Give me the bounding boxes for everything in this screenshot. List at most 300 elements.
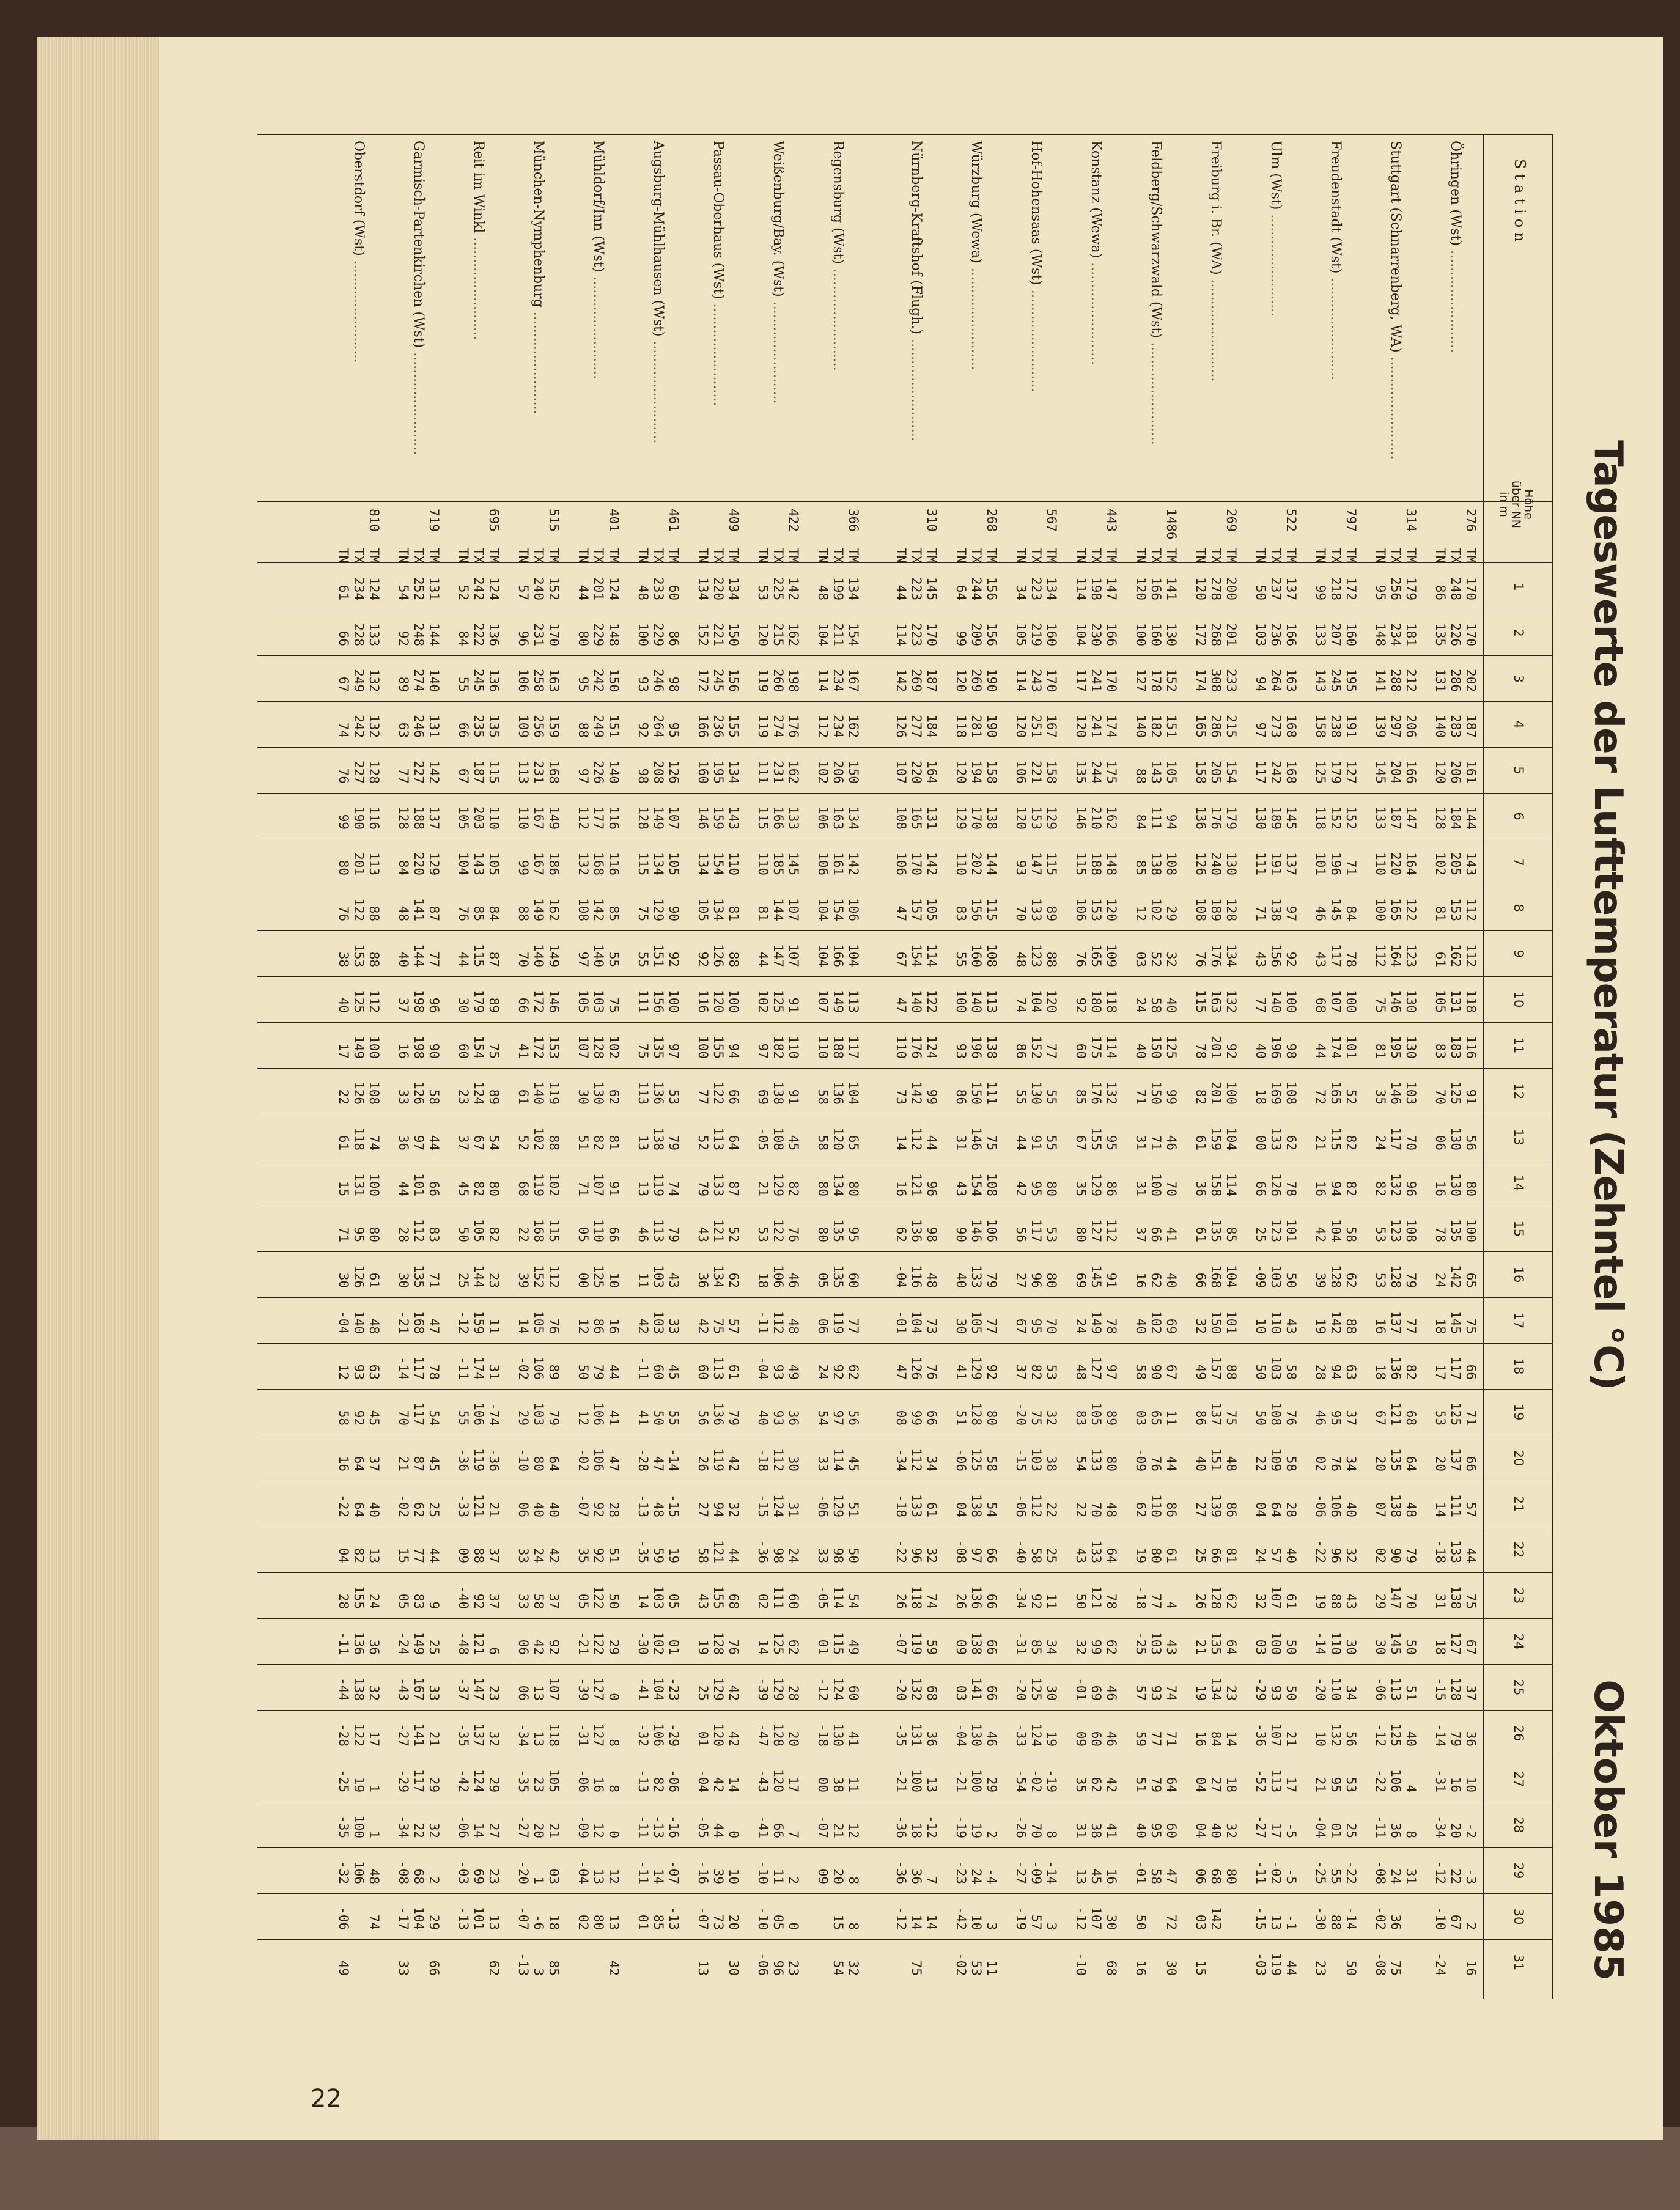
table-cell: 120: [831, 1127, 846, 1151]
table-cell: 120: [1074, 715, 1088, 738]
table-cell: 76: [336, 905, 351, 921]
table-cell: 14: [1433, 1501, 1448, 1517]
table-cell: 27: [1209, 1777, 1223, 1792]
table-cell: 133: [1029, 898, 1044, 921]
table-cell: 32: [487, 1731, 501, 1747]
table-cell: 119: [471, 1448, 486, 1471]
table-cell: 76: [786, 1226, 801, 1242]
table-cell: 35: [576, 1547, 591, 1563]
table-cell: 81: [756, 905, 770, 921]
table-cell: 63: [1344, 1364, 1358, 1380]
table-cell: 156: [984, 577, 999, 600]
table-cell: 32: [1044, 1410, 1059, 1426]
station-name-text: Augsburg-Mühlhausen (Wst): [650, 141, 666, 337]
table-cell: 162: [786, 761, 801, 784]
table-cell: 59: [1133, 1731, 1148, 1747]
table-cell: 103: [651, 1311, 666, 1334]
table-cell: 125: [1448, 1081, 1463, 1105]
table-cell: 24: [531, 1547, 546, 1563]
table-cell: 31: [487, 1364, 501, 1380]
table-cell: 68: [924, 1685, 939, 1701]
table-cell: 32: [924, 1547, 939, 1563]
table-cell: 55: [1044, 1089, 1059, 1105]
table-cell: 1: [531, 1876, 546, 1884]
table-cell: 132: [1104, 1081, 1119, 1105]
table-cell: 12: [336, 1364, 351, 1380]
table-cell: 26: [696, 1456, 710, 1471]
table-cell: 144: [471, 1265, 486, 1288]
table-cell: 36: [696, 1272, 710, 1288]
table-cell: 113: [636, 1081, 650, 1105]
table-cell: -36: [487, 1448, 501, 1471]
table-cell: 219: [1029, 623, 1044, 646]
leader-dots: ........................: [650, 336, 666, 444]
table-cell: 42: [606, 1960, 621, 1976]
table-cell: 166: [771, 806, 786, 830]
table-cell: -06: [816, 1494, 830, 1517]
table-cell: 137: [471, 1723, 486, 1747]
day-number-header: 25: [1511, 1679, 1526, 1696]
table-cell: 33: [396, 1089, 411, 1105]
table-cell: 106: [1388, 1769, 1403, 1792]
table-cell: -3: [1464, 1868, 1478, 1884]
row-type: TX: [1209, 548, 1223, 564]
table-cell: 50: [651, 1410, 666, 1426]
table-cell: 32: [1344, 1547, 1358, 1563]
table-cell: 196: [969, 1036, 984, 1059]
table-cell: 21: [1313, 1777, 1328, 1792]
table-cell: 32: [1193, 1318, 1208, 1334]
table-cell: 149: [547, 806, 561, 830]
table-cell: 62: [606, 1089, 621, 1105]
table-cell: 32: [1224, 1822, 1239, 1838]
table-cell: 44: [576, 584, 591, 600]
table-cell: 196: [1328, 852, 1343, 875]
table-cell: 57: [1029, 1914, 1044, 1930]
table-cell: 162: [1448, 944, 1463, 967]
table-cell: 58: [1344, 1226, 1358, 1242]
table-cell: 137: [1209, 1402, 1223, 1426]
table-cell: 05: [816, 1272, 830, 1288]
table-cell: 57: [726, 1318, 741, 1334]
table-cell: -22: [336, 1494, 351, 1517]
table-cell: 117: [1328, 944, 1343, 967]
table-cell: 19: [1193, 1685, 1208, 1701]
table-cell: 140: [531, 1081, 546, 1105]
table-cell: 146: [547, 990, 561, 1013]
table-cell: 102: [1149, 1311, 1163, 1334]
station-group: [635, 134, 681, 1999]
table-cell: 117: [411, 1769, 426, 1792]
table-cell: 22: [1074, 1501, 1088, 1517]
table-cell: 01: [696, 1731, 710, 1747]
table-cell: 104: [846, 944, 861, 967]
table-cell: 88: [471, 1547, 486, 1563]
table-cell: 17: [786, 1777, 801, 1792]
table-cell: -28: [636, 1448, 650, 1471]
table-cell: -12: [816, 1678, 830, 1701]
row-type: TM: [606, 548, 621, 564]
table-cell: 66: [1193, 1272, 1208, 1288]
row-type: TM: [547, 548, 561, 564]
table-cell: 04: [336, 1547, 351, 1563]
table-cell: 82: [1029, 1364, 1044, 1380]
table-cell: 88: [1328, 1914, 1343, 1930]
table-cell: 117: [1388, 1127, 1403, 1151]
table-cell: 119: [651, 1173, 666, 1196]
day-number-header: 7: [1511, 858, 1526, 866]
table-cell: 07: [1373, 1501, 1388, 1517]
table-cell: 55: [606, 951, 621, 967]
table-cell: 41: [516, 1043, 531, 1059]
table-cell: -41: [636, 1678, 650, 1701]
table-cell: 160: [1044, 623, 1059, 646]
table-cell: 159: [711, 806, 726, 830]
table-cell: -06: [756, 1953, 770, 1976]
table-cell: 246: [411, 715, 426, 738]
table-cell: 201: [591, 577, 606, 600]
table-cell: 40: [1193, 1456, 1208, 1471]
table-cell: 40: [1133, 1318, 1148, 1334]
table-cell: 166: [1404, 761, 1418, 784]
table-cell: -04: [756, 1357, 770, 1380]
table-cell: 142: [909, 1081, 924, 1105]
table-cell: -03: [1253, 1953, 1268, 1976]
table-cell: 138: [969, 1494, 984, 1517]
station-name-text: Reit im Winkl: [471, 141, 486, 234]
row-type: TM: [924, 548, 939, 564]
table-cell: 120: [1044, 990, 1059, 1013]
table-cell: 165: [1328, 1081, 1343, 1105]
table-cell: 13: [636, 1181, 650, 1196]
row-type: TN: [1193, 548, 1208, 564]
row-type: TX: [352, 548, 366, 564]
table-cell: 79: [726, 1410, 741, 1426]
table-cell: 00: [576, 1272, 591, 1288]
table-cell: 119: [711, 1448, 726, 1471]
table-cell: 30: [396, 1272, 411, 1288]
table-cell: 182: [771, 1036, 786, 1059]
table-cell: 10: [726, 1868, 741, 1884]
table-cell: 92: [696, 951, 710, 967]
table-cell: 154: [909, 944, 924, 967]
table-cell: 103: [651, 1586, 666, 1609]
table-cell: 211: [831, 623, 846, 646]
table-cell: 96: [427, 997, 441, 1013]
table-cell: 139: [1373, 715, 1388, 738]
table-cell: 129: [954, 806, 968, 830]
table-cell: 199: [831, 577, 846, 600]
table-cell: 110: [1328, 1632, 1343, 1655]
table-cell: 63: [396, 722, 411, 738]
table-row: [471, 134, 486, 1999]
table-row: [546, 134, 561, 1999]
table-cell: 71: [1149, 1135, 1163, 1151]
table-cell: 127: [1448, 1632, 1463, 1655]
table-cell: 149: [352, 1036, 366, 1059]
day-number-header: 21: [1511, 1495, 1526, 1512]
table-cell: 23: [531, 1777, 546, 1792]
table-cell: 152: [1328, 806, 1343, 830]
table-cell: 61: [726, 1364, 741, 1380]
table-cell: 66: [984, 1593, 999, 1609]
table-cell: 144: [411, 944, 426, 967]
table-cell: 107: [547, 1678, 561, 1701]
table-cell: 133: [711, 1173, 726, 1196]
table-cell: 168: [591, 852, 606, 875]
table-cell: 95: [1029, 1318, 1044, 1334]
table-cell: 77: [1044, 1043, 1059, 1059]
table-cell: 138: [984, 806, 999, 830]
table-cell: 149: [831, 990, 846, 1013]
table-cell: 46: [636, 1226, 650, 1242]
table-cell: 66: [771, 1822, 786, 1838]
table-cell: 50: [1284, 1639, 1299, 1655]
table-cell: 141: [1373, 669, 1388, 692]
table-cell: 119: [531, 1173, 546, 1196]
table-cell: 97: [1104, 1364, 1119, 1380]
table-cell: 0: [786, 1922, 801, 1930]
day-number-header: 6: [1511, 812, 1526, 820]
table-cell: 69: [471, 1868, 486, 1884]
table-cell: 53: [1044, 1364, 1059, 1380]
table-cell: 36: [367, 1639, 381, 1655]
table-cell: 231: [531, 623, 546, 646]
station-group: [755, 134, 801, 1999]
table-cell: 21: [1193, 1639, 1208, 1655]
table-cell: 113: [516, 761, 531, 784]
table-cell: 106: [894, 852, 908, 875]
table-cell: 11: [984, 1960, 999, 1976]
table-cell: 133: [367, 623, 381, 646]
table-cell: -01: [1133, 1861, 1148, 1884]
table-cell: -16: [696, 1861, 710, 1884]
table-cell: 28: [1284, 1501, 1299, 1517]
table-cell: 108: [367, 1081, 381, 1105]
table-cell: 50: [1074, 1593, 1088, 1609]
table-cell: 13: [1269, 1914, 1283, 1930]
table-cell: 24: [1433, 1272, 1448, 1288]
table-cell: 03: [1193, 1914, 1208, 1930]
table-cell: -01: [1074, 1678, 1088, 1701]
table-cell: 138: [1388, 1494, 1403, 1517]
table-cell: 107: [786, 898, 801, 921]
row-type: TN: [516, 548, 531, 564]
table-cell: 80: [816, 1181, 830, 1196]
table-cell: 106: [816, 806, 830, 830]
day-number-header: 11: [1511, 1037, 1526, 1054]
table-cell: 65: [846, 1135, 861, 1151]
table-cell: 92: [547, 1639, 561, 1655]
table-cell: 70: [1014, 905, 1028, 921]
table-cell: 65: [1464, 1272, 1478, 1288]
table-cell: 116: [606, 852, 621, 875]
table-cell: 121: [1388, 1402, 1403, 1426]
table-cell: 27: [1193, 1501, 1208, 1517]
table-cell: 269: [969, 669, 984, 692]
table-cell: 01: [816, 1639, 830, 1655]
table-cell: 14: [636, 1593, 650, 1609]
table-cell: 126: [1269, 1173, 1283, 1196]
table-cell: 90: [1388, 1547, 1403, 1563]
table-cell: 166: [831, 944, 846, 967]
table-cell: -14: [1044, 1861, 1059, 1884]
table-cell: 40: [367, 1501, 381, 1517]
table-cell: 100: [1149, 1173, 1163, 1196]
table-cell: 114: [831, 1448, 846, 1471]
table-cell: -34: [516, 1723, 531, 1747]
leader-dots: ........................: [531, 307, 546, 414]
table-cell: 50: [1404, 1639, 1418, 1655]
table-cell: 112: [1029, 1494, 1044, 1517]
table-cell: 115: [1044, 852, 1059, 875]
table-cell: 88: [547, 1135, 561, 1151]
table-cell: 68: [516, 1181, 531, 1196]
leader-dots: ........................: [1388, 352, 1403, 460]
table-cell: 62: [846, 1364, 861, 1380]
table-cell: 58: [531, 1593, 546, 1609]
station-height: 443: [1104, 509, 1119, 532]
day-number-header: 28: [1511, 1816, 1526, 1833]
table-row: [575, 134, 591, 1999]
table-cell: 207: [1328, 623, 1343, 646]
table-cell: 69: [1089, 1685, 1103, 1701]
table-cell: 85: [1074, 1089, 1088, 1105]
table-cell: 19: [1313, 1593, 1328, 1609]
table-cell: 131: [924, 806, 939, 830]
table-cell: 264: [651, 715, 666, 738]
table-cell: 23: [487, 1685, 501, 1701]
table-cell: 87: [411, 1456, 426, 1471]
table-cell: 13: [531, 1685, 546, 1701]
table-cell: 201: [1209, 1081, 1223, 1105]
table-cell: 2: [786, 1876, 801, 1884]
table-cell: 16: [894, 1181, 908, 1196]
table-cell: 17: [1433, 1364, 1448, 1380]
table-cell: 104: [456, 852, 471, 875]
table-cell: 154: [969, 1173, 984, 1196]
table-cell: 134: [846, 806, 861, 830]
table-cell: 112: [411, 1219, 426, 1242]
table-cell: 24: [1388, 1868, 1403, 1884]
table-cell: 58: [816, 1135, 830, 1151]
row-type: TN: [816, 548, 830, 564]
table-cell: 157: [909, 898, 924, 921]
table-cell: 24: [1373, 1135, 1388, 1151]
table-cell: 71: [1164, 1731, 1179, 1747]
table-cell: 147: [1388, 1586, 1403, 1609]
day-number-header: 30: [1511, 1908, 1526, 1925]
table-cell: 82: [651, 1777, 666, 1792]
table-cell: -19: [1044, 1769, 1059, 1792]
table-cell: 105: [1164, 761, 1179, 784]
table-cell: 104: [651, 1678, 666, 1701]
table-cell: 116: [367, 806, 381, 830]
table-cell: 8: [1044, 1830, 1059, 1838]
table-cell: -2: [1464, 1822, 1478, 1838]
station-name-text: Regensburg (Wst): [830, 141, 846, 264]
table-cell: 55: [1044, 1135, 1059, 1151]
book-cover-bottom: [0, 2127, 1680, 2210]
table-row: [1044, 134, 1059, 1999]
table-cell: 174: [1104, 715, 1119, 738]
row-type: TX: [969, 548, 984, 564]
table-cell: -42: [954, 1907, 968, 1930]
table-cell: 51: [954, 1410, 968, 1426]
table-cell: 40: [756, 1410, 770, 1426]
table-cell: 61: [516, 1089, 531, 1105]
station-height: 314: [1404, 509, 1418, 532]
table-cell: 58: [696, 1547, 710, 1563]
table-cell: 136: [1388, 1357, 1403, 1380]
table-cell: 144: [1464, 806, 1478, 830]
table-cell: 42: [726, 1731, 741, 1747]
table-cell: 18: [547, 1914, 561, 1930]
table-cell: 190: [352, 806, 366, 830]
table-cell: 37: [367, 1456, 381, 1471]
table-cell: 42: [547, 1547, 561, 1563]
table-cell: 96: [1404, 1181, 1418, 1196]
table-cell: 02: [576, 1914, 591, 1930]
table-cell: -20: [1014, 1678, 1028, 1701]
table-cell: 151: [1209, 1448, 1223, 1471]
table-cell: 198: [411, 1036, 426, 1059]
table-cell: 149: [531, 898, 546, 921]
table-row: [786, 134, 801, 1999]
table-cell: -18: [1433, 1540, 1448, 1563]
day-number-header: 3: [1511, 674, 1526, 683]
table-cell: 167: [531, 806, 546, 830]
table-cell: 60: [651, 1364, 666, 1380]
table-cell: 33: [396, 1960, 411, 1976]
table-cell: 44: [1284, 1960, 1299, 1976]
table-row: [650, 134, 666, 1999]
table-cell: -23: [954, 1861, 968, 1884]
table-cell: 134: [726, 577, 741, 600]
table-row: [1328, 134, 1343, 1999]
table-cell: -04: [336, 1311, 351, 1334]
table-cell: 107: [576, 1036, 591, 1059]
table-cell: -04: [576, 1861, 591, 1884]
table-cell: 223: [909, 623, 924, 646]
table-cell: 130: [969, 1723, 984, 1747]
table-cell: -02: [396, 1494, 411, 1517]
table-cell: 135: [1074, 761, 1088, 784]
table-cell: 89: [547, 1364, 561, 1380]
table-cell: 71: [336, 1226, 351, 1242]
table-cell: 30: [456, 997, 471, 1013]
table-cell: -09: [1133, 1448, 1148, 1471]
table-cell: 30: [726, 1960, 741, 1976]
table-cell: 161: [1464, 761, 1478, 784]
table-cell: 133: [1373, 806, 1388, 830]
table-cell: 82: [487, 1226, 501, 1242]
table-cell: 57: [1464, 1501, 1478, 1517]
table-cell: 82: [1344, 1181, 1358, 1196]
table-cell: 100: [1133, 623, 1148, 646]
table-cell: -1: [1284, 1914, 1299, 1930]
table-cell: 20: [786, 1731, 801, 1747]
table-cell: -5: [1284, 1822, 1299, 1838]
table-cell: 141: [1164, 577, 1179, 600]
table-cell: 35: [1373, 1089, 1388, 1105]
table-cell: -6: [531, 1914, 546, 1930]
table-cell: 60: [1089, 1731, 1103, 1747]
table-cell: 66: [336, 630, 351, 646]
table-cell: 146: [1388, 1081, 1403, 1105]
table-cell: 70: [1404, 1135, 1418, 1151]
table-cell: 106: [1328, 1494, 1343, 1517]
